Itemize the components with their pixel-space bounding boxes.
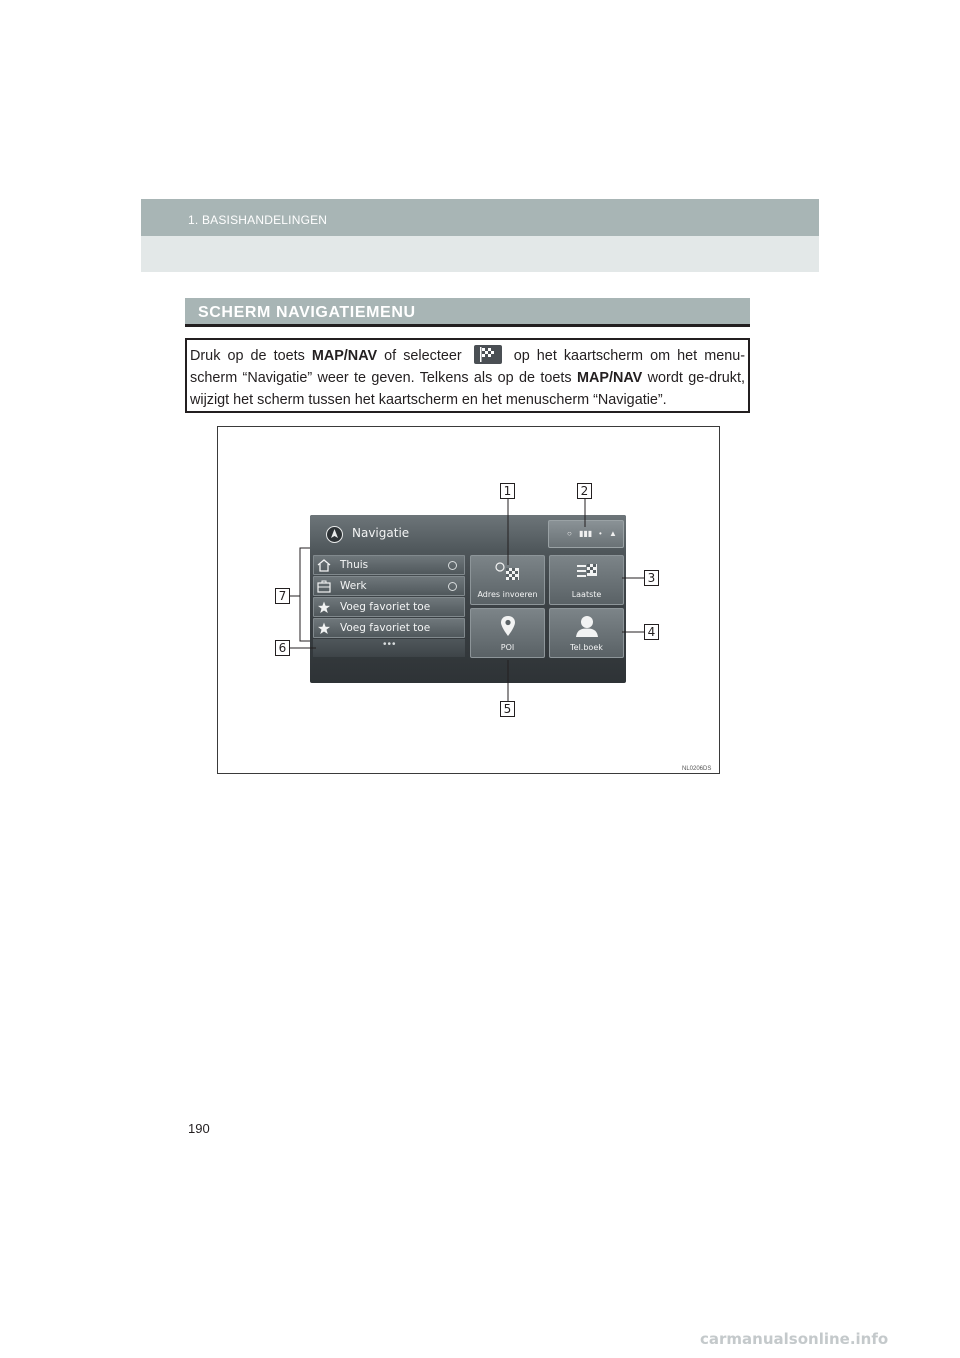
chapter-label: 1. BASISHANDELINGEN	[188, 213, 328, 227]
gps-icon: ○	[567, 529, 572, 538]
tile-label: POI	[500, 643, 515, 652]
list-item-label: Voeg favoriet toe	[340, 601, 431, 613]
key-map-nav: MAP/NAV	[311, 348, 378, 364]
screen-title: Navigatie	[352, 526, 410, 540]
figure-code: NL0206DS	[682, 766, 712, 772]
bluetooth-icon: •	[599, 529, 602, 538]
callout-2: 2	[577, 483, 592, 499]
callout-6: 6	[275, 640, 290, 656]
tile-label: Adres invoeren	[477, 590, 538, 599]
key-map-nav-2: MAP/NAV	[576, 370, 643, 386]
more-dots: •••	[383, 639, 397, 650]
callout-1: 1	[500, 483, 515, 499]
intro-text-2: of selecteer	[377, 348, 469, 364]
traffic-icon: ▲	[609, 529, 617, 538]
watermark: carmanualsonline.info	[700, 1330, 889, 1348]
callout-3: 3	[644, 570, 659, 586]
intro-text-1: Druk op de toets	[190, 348, 312, 364]
tile-label: Tel.boek	[570, 643, 603, 652]
list-item-label: Voeg favoriet toe	[340, 622, 431, 634]
callout-5: 5	[500, 701, 515, 717]
section-title: SCHERM NAVIGATIEMENU	[198, 304, 416, 321]
list-item-label: Werk	[340, 580, 367, 592]
signal-icon: ▮▮▮	[579, 529, 593, 538]
callout-7: 7	[275, 588, 290, 604]
page-number: 190	[188, 1121, 210, 1136]
list-item-label: Thuis	[340, 559, 369, 571]
intro-text-4: wordt ge-drukt, wijzigt het scherm tussen het kaartscherm en het menuscherm “Navigatie”.	[190, 370, 745, 408]
tile-label: Laatste	[571, 590, 602, 599]
callout-4: 4	[644, 624, 659, 640]
intro-text-3: op het kaartscherm om het menu-scherm “Navigatie” weer te geven. Telkens als op de toets	[190, 348, 745, 386]
